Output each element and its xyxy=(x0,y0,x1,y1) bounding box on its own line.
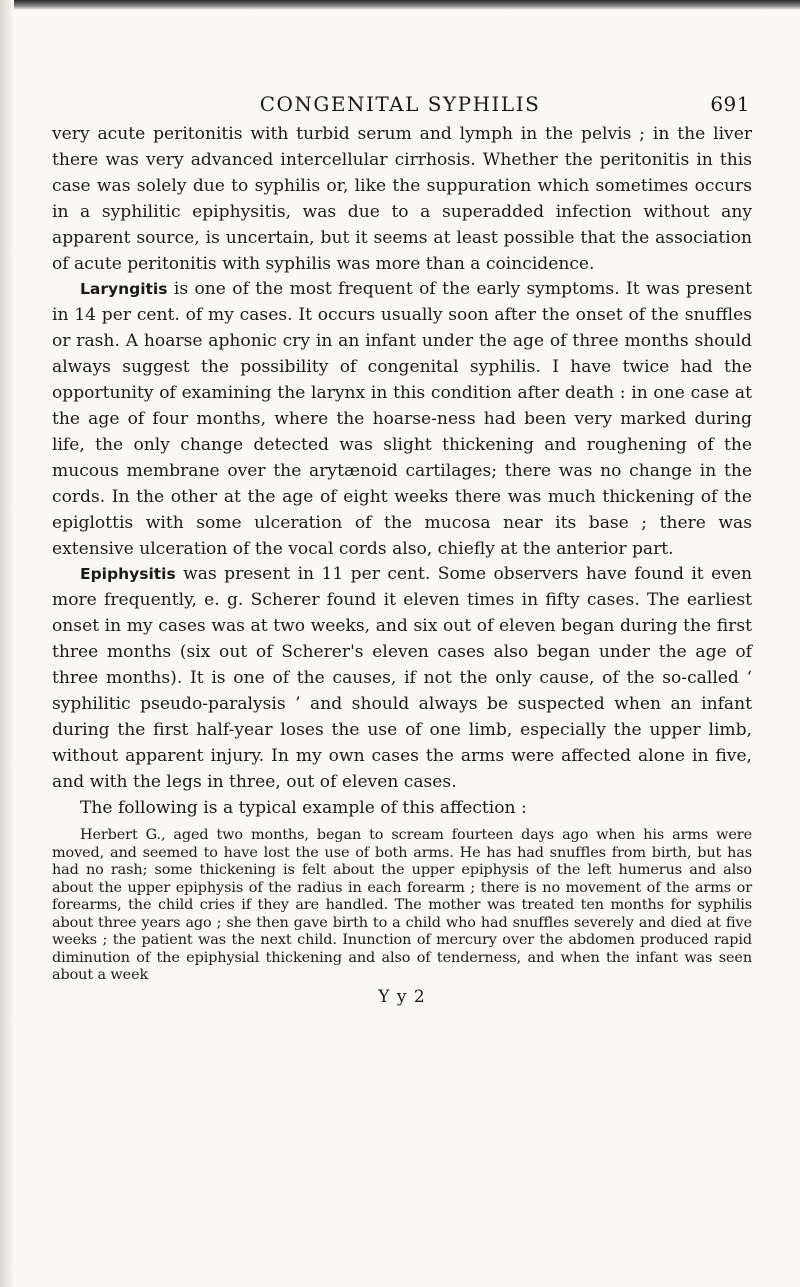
paragraph-peritonitis: very acute peritonitis with turbid serum and lymph in the pelvis ; in the liver there was very advanced intercellular cirrhosis. Whether the peritonitis in this case was solely due to syphilis or, like the suppuration which sometimes occurs in a syphilitic epiphysitis, was due to a superadded infection without any apparent source, is uncertain, but it seems at least possible that the association of acute peritonitis with syphilis was more than a coincidence. xyxy=(52,124,752,274)
binding-shadow xyxy=(0,0,14,1287)
epiphysitis-text: was present in 11 per cent. Some observers have found it even more frequently, e. g. Scherer found it eleven times in fifty cases. The earliest onset in my cases was at two weeks, and six out of eleven began during the first three months (six out of Scherer's eleven cases also began under the age of three months). It is one of the causes, if not the only cause, of the so-called ‘ syphilitic pseudo-paralysis ’ and should always be suspected when an infant during the first half-year loses the use of one limb, especially the upper limb, without apparent injury. In my own cases the arms were affected alone in five, and with the legs in three, out of eleven cases. xyxy=(52,564,752,792)
running-head: CONGENITAL SYPHILIS xyxy=(259,92,541,116)
laryngitis-heading: Laryngitis xyxy=(80,280,168,299)
main-text xyxy=(52,122,752,821)
paragraph-laryngitis xyxy=(52,277,752,562)
case-report-block xyxy=(52,827,752,985)
page-number: 691 xyxy=(710,92,750,116)
epiphysitis-heading: Epiphysitis xyxy=(80,565,176,584)
page-header xyxy=(0,92,800,118)
page-top-edge xyxy=(0,0,800,10)
laryngitis-text: is one of the most frequent of the early symptoms. It was present in 14 per cent. of my cases. It occurs usually soon after the onset of the snuffles or rash. A hoarse aphonic cry in an infant under the age of three months should always suggest the possibility of congenital syphilis. I have twice had the opportunity of examining the larynx in this condition after death : in one case at the age of four months, where the hoarse-ness had been very marked during life, the only change detected was slight thickening and roughening of the mucous membrane over the arytænoid cartilages; there was no change in the cords. In the other at the age of eight weeks there was much thickening of the epiglottis with some ulceration of the mucosa near its base ; there was extensive ulceration of the vocal cords also, chiefly at the anterior part. xyxy=(52,279,752,559)
paragraph-example-intro: The following is a typical example of this affection : xyxy=(80,797,527,818)
signature-mark: Y y 2 xyxy=(378,986,426,1007)
case-report: Herbert G., aged two months, began to scream fourteen days ago when his arms were moved, and seemed to have lost the use of both arms. He has had snuffles from birth, but has had no rash; some thickening is felt about the upper epiphysis of the left humerus and also about the upper epiphysis of the radius in each forearm ; there is no movement of the arms or forearms, the child cries if they are handled. The mother was treated ten months for syphilis about three years ago ; she then gave birth to a child who had snuffles severely and died at five weeks ; the patient was the next child. Inunction of mercury over the abdomen produced rapid diminution of the epiphysial thickening and also of tenderness, and when the infant was seen about a week xyxy=(52,827,752,984)
paragraph-epiphysitis xyxy=(52,562,752,795)
body-text xyxy=(52,122,752,1007)
